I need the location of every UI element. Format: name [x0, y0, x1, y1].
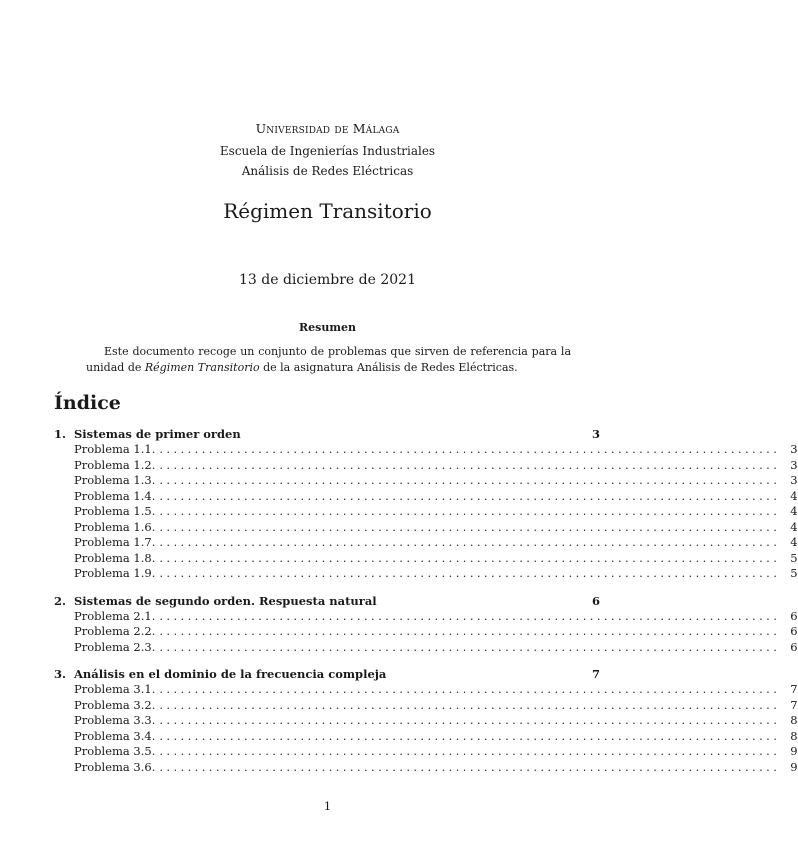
toc-leader-dots: ........................................................................................ [159, 624, 781, 638]
toc-leader-dots: ........................................................................................ [159, 550, 781, 565]
document-title: Régimen Transitorio [223, 199, 432, 223]
toc-entry-page: 4 [790, 488, 798, 503]
toc-section[interactable] [54, 666, 600, 682]
abstract-text-end: de la asignatura Análisis de Redes Eléctricas. [259, 361, 518, 374]
toc-entry-page: 7 [790, 697, 798, 712]
toc-section[interactable] [54, 426, 600, 442]
toc-leader-dots: ........................................................................................ [159, 442, 781, 456]
toc-entry-label: Problema 1.3. [74, 473, 156, 487]
toc-entry[interactable] [54, 608, 798, 625]
toc-section-title: Análisis en el dominio de la frecuencia compleja [74, 667, 387, 681]
toc-leader-dots: ........................................................................................ [159, 519, 781, 534]
toc-entry[interactable] [54, 535, 798, 551]
toc-entry-label: Problema 2.2. [74, 624, 156, 638]
toc-entry-page: 8 [790, 728, 798, 743]
toc-section-page: 3 [591, 427, 600, 441]
toc-entry-label: Problema 3.4. [74, 728, 156, 743]
toc-leader-dots: ........................................................................................ [159, 566, 781, 580]
toc-leader-dots: ........................................................................................ [159, 713, 781, 727]
toc-leader-dots: ........................................................................................ [159, 728, 781, 743]
toc-section-number: 1. [54, 427, 67, 441]
page-number: 1 [323, 799, 332, 813]
toc-entry-label: Problema 2.1. [74, 608, 156, 623]
toc-leader-dots: ........................................................................................ [159, 457, 781, 472]
toc-title: Índice [54, 392, 121, 414]
toc-entry-label: Problema 3.5. [74, 744, 156, 758]
toc-entry[interactable] [54, 744, 798, 760]
toc-entry-page: 8 [790, 713, 798, 727]
toc-entry-page: 6 [790, 639, 798, 654]
toc-entry[interactable] [54, 624, 798, 640]
abstract-emphasis: Régimen Transitorio [144, 361, 260, 374]
toc-leader-dots: ........................................................................................ [159, 744, 781, 758]
toc-entry-page: 3 [790, 473, 798, 487]
toc-entry-page: 3 [790, 457, 798, 472]
toc-entry-page: 4 [790, 504, 798, 518]
toc-section-title: Sistemas de primer orden [74, 427, 241, 441]
toc-entry-label: Problema 1.5. [74, 504, 156, 518]
toc-entry-label: Problema 1.1. [74, 442, 156, 456]
toc-entry[interactable] [54, 566, 798, 582]
toc-leader-dots: ........................................................................................ [159, 682, 781, 696]
university-name: Universidad de Málaga [255, 121, 400, 136]
toc-section-number: 2. [54, 593, 67, 608]
toc-leader-dots: ........................................................................................ [159, 639, 781, 654]
toc-entry-label: Problema 1.7. [74, 535, 156, 549]
toc-entry[interactable] [54, 442, 798, 458]
toc-section[interactable] [54, 593, 600, 609]
toc-entry[interactable] [54, 713, 798, 729]
toc-entry-label: Problema 1.6. [74, 519, 156, 534]
toc-entry[interactable] [54, 728, 798, 745]
toc-entry[interactable] [54, 473, 798, 489]
toc-entry-page: 9 [790, 759, 798, 774]
toc-leader-dots: ........................................................................................ [159, 535, 781, 549]
toc-leader-dots: ........................................................................................ [159, 488, 781, 503]
toc-entry[interactable] [54, 457, 798, 474]
toc-leader-dots: ........................................................................................ [159, 608, 781, 623]
toc-entry-label: Problema 3.3. [74, 713, 156, 727]
abstract-text-start: Este documento recoge un conjunto de problemas que sirven de referencia para la unidad de [86, 345, 571, 374]
toc-entry-label: Problema 3.6. [74, 759, 156, 774]
school-name: Escuela de Ingenierías Industriales [219, 144, 436, 158]
toc-entry-page: 3 [790, 442, 798, 456]
toc-entry[interactable] [54, 682, 798, 698]
toc-section-page: 6 [591, 593, 600, 608]
toc-entry[interactable] [54, 488, 798, 505]
toc-entry-page: 5 [790, 550, 798, 565]
toc-entry[interactable] [54, 697, 798, 714]
toc-section-title: Sistemas de segundo orden. Respuesta natural [74, 593, 377, 608]
toc-entry-page: 6 [790, 624, 798, 638]
course-name: Análisis de Redes Eléctricas [241, 164, 414, 178]
toc-entry-page: 7 [790, 682, 798, 696]
toc-section-number: 3. [54, 667, 67, 681]
abstract-heading: Resumen [299, 321, 356, 334]
toc-entry-page: 5 [790, 566, 798, 580]
toc-entry-label: Problema 3.1. [74, 682, 156, 696]
toc-entry[interactable] [54, 504, 798, 520]
toc-leader-dots: ........................................................................................ [159, 504, 781, 518]
toc-entry[interactable] [54, 550, 798, 567]
toc-entry-label: Problema 3.2. [74, 697, 156, 712]
toc-entry-page: 4 [790, 535, 798, 549]
toc-leader-dots: ........................................................................................ [159, 473, 781, 487]
toc-entry-label: Problema 1.2. [74, 457, 156, 472]
table-of-contents [54, 426, 798, 775]
toc-entry-label: Problema 2.3. [74, 639, 156, 654]
toc-entry-label: Problema 1.9. [74, 566, 156, 580]
document-date: 13 de diciembre de 2021 [239, 272, 416, 288]
toc-entry-label: Problema 1.4. [74, 488, 156, 503]
toc-entry-page: 6 [790, 608, 798, 623]
toc-entry[interactable] [54, 759, 798, 776]
toc-entry[interactable] [54, 639, 798, 656]
toc-entry-page: 9 [790, 744, 798, 758]
toc-leader-dots: ........................................................................................ [159, 697, 781, 712]
toc-entry-label: Problema 1.8. [74, 550, 156, 565]
toc-leader-dots: ........................................................................................ [159, 759, 781, 774]
toc-entry[interactable] [54, 519, 798, 536]
toc-section-page: 7 [591, 667, 600, 681]
toc-entry-page: 4 [790, 519, 798, 534]
abstract-text [86, 344, 571, 376]
